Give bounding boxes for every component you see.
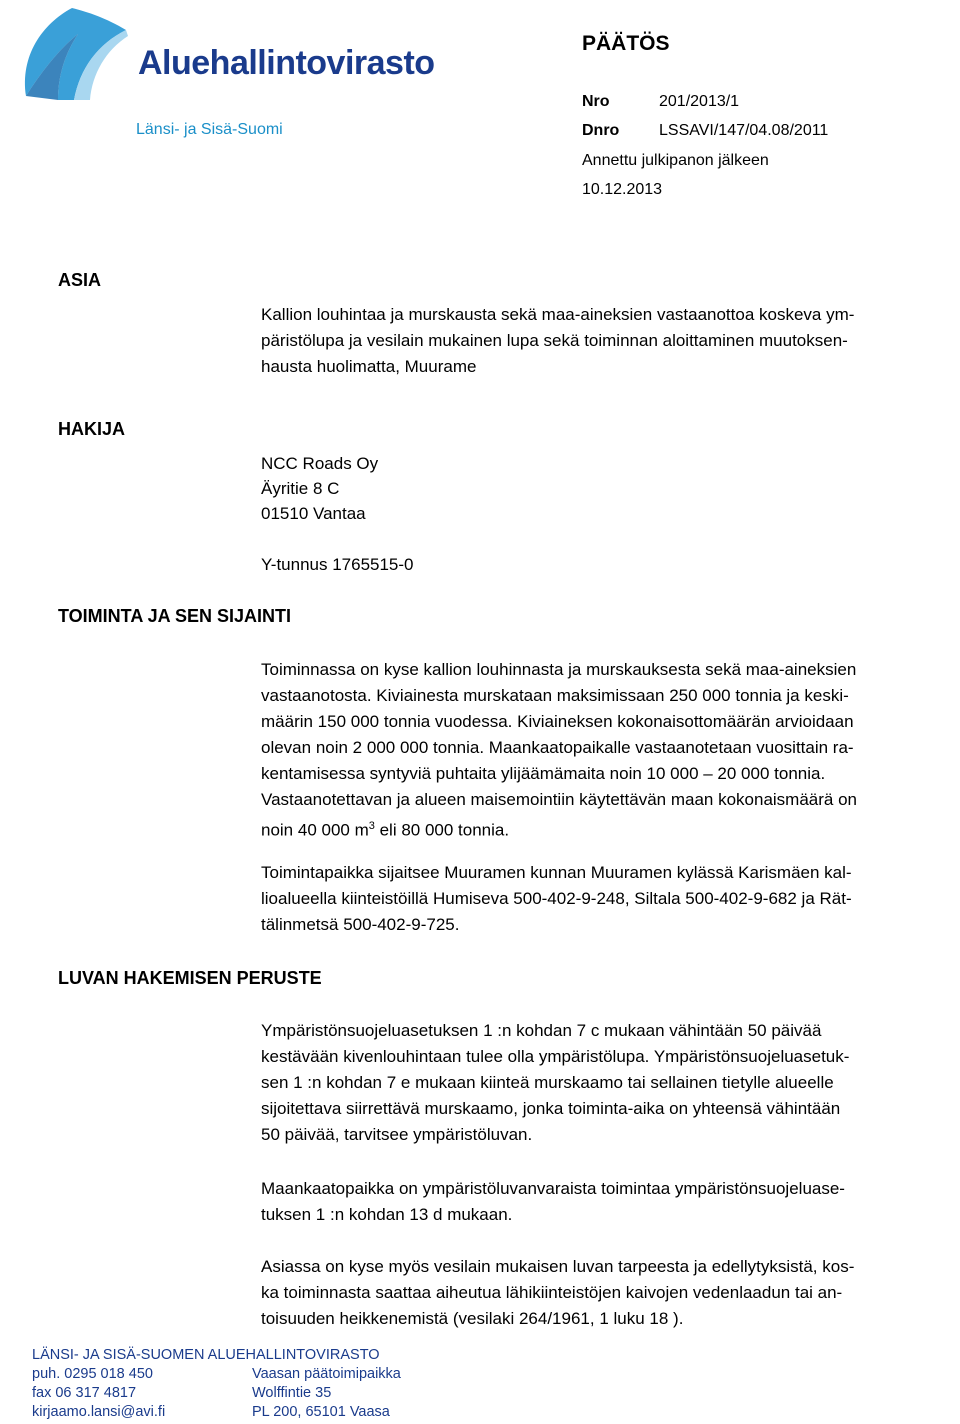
toiminta-line: Vastaanotettavan ja alueen maisemointiin käytettävän maan kokonaismäärä on bbox=[261, 790, 857, 809]
peruste-line: sen 1 :n kohdan 7 e mukaan kiinteä murskaamo tai sellainen tietylle alueelle bbox=[261, 1073, 834, 1092]
nro-label: Nro bbox=[582, 93, 610, 110]
peruste-paragraph-3 bbox=[261, 1254, 960, 1332]
agency-logo bbox=[14, 4, 435, 116]
applicant-company: NCC Roads Oy bbox=[261, 454, 379, 473]
decision-number-row bbox=[582, 92, 610, 112]
peruste-line: tuksen 1 :n kohdan 13 d mukaan. bbox=[261, 1205, 513, 1224]
footer-address bbox=[252, 1365, 401, 1422]
region-name: Länsi- ja Sisä-Suomi bbox=[136, 121, 283, 138]
peruste-line: sijoitettava siirrettävä murskaamo, jonka toiminta-aika on yhteensä vähintään bbox=[261, 1099, 841, 1118]
peruste-line: toisuuden heikkenemistä (vesilaki 264/1961, 1 luku 18 ). bbox=[261, 1309, 684, 1328]
toiminta-line: Toiminnassa on kyse kallion louhinnasta ja murskauksesta sekä maa-aineksien bbox=[261, 660, 857, 679]
peruste-line: ka toiminnasta saattaa aiheutua lähikiinteistöjen kaivojen vedenlaadun tai an- bbox=[261, 1283, 843, 1302]
toiminta-text: noin 40 000 m bbox=[261, 820, 369, 840]
section-heading-peruste: LUVAN HAKEMISEN PERUSTE bbox=[58, 968, 322, 988]
agency-logo-text: Aluehallintovirasto bbox=[138, 44, 435, 82]
toiminta-paragraph-1 bbox=[261, 657, 960, 844]
toiminta-line: tälinmetsä 500-402-9-725. bbox=[261, 915, 460, 934]
footer-hq: Vaasan päätoimipaikka bbox=[252, 1366, 401, 1382]
nro-value: 201/2013/1 bbox=[659, 93, 740, 110]
footer-contact bbox=[32, 1365, 165, 1422]
peruste-paragraph-2 bbox=[261, 1176, 960, 1228]
footer-postal: PL 200, 65101 Vaasa bbox=[252, 1404, 390, 1420]
peruste-line: 50 päivää, tarvitsee ympäristöluvan. bbox=[261, 1125, 533, 1144]
applicant-city: 01510 Vantaa bbox=[261, 504, 366, 523]
section-heading-asia: ASIA bbox=[58, 270, 102, 290]
toiminta-line: vastaanotosta. Kiviainesta murskataan maksimissaan 250 000 tonnia ja keski- bbox=[261, 686, 849, 705]
issued-date: 10.12.2013 bbox=[582, 181, 663, 198]
peruste-line: kestävään kivenlouhintaan tulee olla ympäristölupa. Ympäristönsuojeluasetuk- bbox=[261, 1047, 850, 1066]
asia-line: päristölupa ja vesilain mukainen lupa sekä toiminnan aloittaminen muutoksen- bbox=[261, 331, 848, 350]
peruste-line: Ympäristönsuojeluasetuksen 1 :n kohdan 7 c mukaan vähintään 50 päivää bbox=[261, 1021, 822, 1040]
toiminta-text: eli 80 000 tonnia. bbox=[374, 820, 510, 840]
section-heading-hakija: HAKIJA bbox=[58, 419, 126, 439]
asia-line: hausta huolimatta, Muurame bbox=[261, 357, 477, 376]
asia-line: Kallion louhintaa ja murskausta sekä maa-aineksien vastaanottoa koskeva ym- bbox=[261, 305, 855, 324]
dnro-row bbox=[582, 121, 619, 141]
section-heading-toiminta: TOIMINTA JA SEN SIJAINTI bbox=[58, 606, 292, 626]
peruste-paragraph-1 bbox=[261, 1018, 960, 1148]
footer-street: Wolffintie 35 bbox=[252, 1385, 332, 1401]
toiminta-line: lioalueella kiinteistöillä Humiseva 500-402-9-248, Siltala 500-402-9-682 ja Rät- bbox=[261, 889, 852, 908]
toiminta-line: olevan noin 2 000 000 tonnia. Maankaatopaikalle vastaanotetaan vuosittain ra- bbox=[261, 738, 854, 757]
toiminta-paragraph-2 bbox=[261, 860, 960, 938]
peruste-line: Maankaatopaikka on ympäristöluvanvaraista toimintaa ympäristönsuojeluase- bbox=[261, 1179, 845, 1198]
dnro-label: Dnro bbox=[582, 122, 620, 139]
toiminta-line: määrin 150 000 tonnia vuodessa. Kiviaineksen kokonaisottomäärän arvioidaan bbox=[261, 712, 854, 731]
issued-text: Annettu julkipanon jälkeen bbox=[582, 152, 769, 169]
toiminta-line: kentamisessa syntyviä puhtaita ylijäämämaita noin 10 000 – 20 000 tonnia. bbox=[261, 764, 826, 783]
asia-text bbox=[261, 302, 960, 380]
applicant-business-id: Y-tunnus 1765515-0 bbox=[261, 555, 414, 574]
dnro-value: LSSAVI/147/04.08/2011 bbox=[659, 122, 829, 139]
footer-fax: fax 06 317 4817 bbox=[32, 1385, 137, 1401]
applicant-street: Äyritie 8 C bbox=[261, 479, 340, 498]
footer-phone: puh. 0295 018 450 bbox=[32, 1366, 153, 1382]
toiminta-line bbox=[261, 813, 960, 844]
superscript: 3 bbox=[368, 820, 375, 832]
applicant-address bbox=[261, 451, 960, 526]
footer-email[interactable]: kirjaamo.lansi@avi.fi bbox=[32, 1404, 166, 1420]
toiminta-line: Toimintapaikka sijaitsee Muuramen kunnan Muuramen kylässä Karismäen kal- bbox=[261, 863, 852, 882]
document-title: PÄÄTÖS bbox=[582, 32, 670, 55]
footer-office: LÄNSI- JA SISÄ-SUOMEN ALUEHALLINTOVIRASTO bbox=[32, 1347, 380, 1363]
peruste-line: Asiassa on kyse myös vesilain mukaisen luvan tarpeesta ja edellytyksistä, kos- bbox=[261, 1257, 855, 1276]
